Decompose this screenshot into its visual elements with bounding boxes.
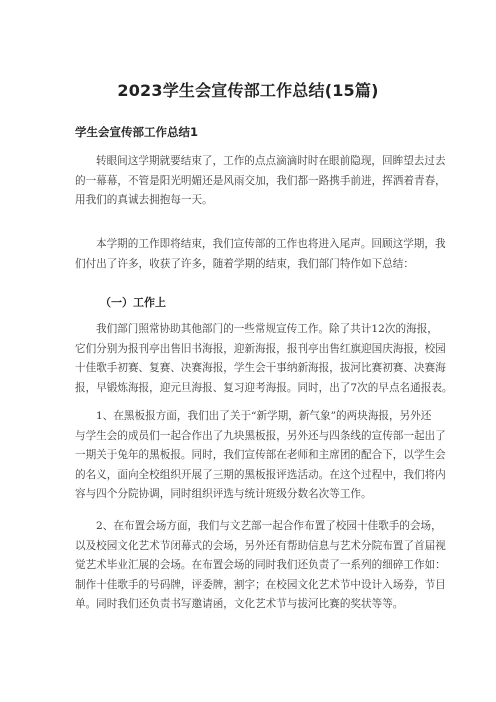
paragraph-line: 们付出了许多，收获了许多，随着学期的结束，我们部门特作如下总结： [75, 257, 414, 270]
paragraph-line: 转眼间这学期就要结束了，工作的点点滴滴时时在眼前隐现，回眸望去过去 [96, 155, 446, 167]
paragraph-line: 它们分别为报刊亭出售旧书海报，迎新海报，报刊亭出售红旗迎国庆海报，校园 [75, 342, 446, 355]
subheading: （一）工作上 [100, 296, 166, 309]
paragraph-line: 报，早锻炼海报，迎元旦海报、复习迎考海报。同时，出了7次的早点名通报表。 [75, 381, 453, 394]
paragraph-line: 单。同时我们还负责书写邀请函，文化艺术节与拔河比赛的奖状等等。 [75, 598, 404, 610]
paragraph-line: 制作十佳歌手的号码牌，评委牌，割字；在校园文化艺术节中设计入场券，节目 [75, 578, 446, 591]
paragraph-line: 十佳歌手初赛、复赛、决赛海报，学生会干事纳新海报，拔河比赛初赛、决赛海 [75, 362, 446, 374]
paragraph-line: 容与四个分院协调，同时组织评选与统计班级分数名次等工作。 [75, 488, 372, 500]
section-heading: 学生会宣传部工作总结1 [75, 125, 199, 139]
paragraph-line: 本学期的工作即将结束，我们宣传部的工作也将进入尾声。回顾这学期，我 [96, 238, 446, 250]
document-title: 2023学生会宣传部工作总结(15篇) [117, 81, 379, 100]
paragraph-line: 的一幕幕，不管是阳光明媚还是风雨交加，我们都一路携手前进，挥洒着青春， [75, 174, 446, 187]
paragraph-3 [75, 320, 453, 398]
paragraph-line: 与学生会的成员们一起合作出了九块黑板报，另外还与四条线的宣传部一起出了 [75, 429, 446, 442]
paragraph-2 [75, 235, 446, 274]
paragraph-line: 的名义，面向全校组织开展了三期的黑板报评选活动。在这个过程中，我们将内 [75, 468, 446, 481]
paragraph-5 [75, 517, 446, 615]
paragraph-4 [75, 407, 446, 505]
paragraph-line: 1、在黑板报方面，我们出了关于“新学期，新气象”的两块海报，另外还 [96, 410, 432, 422]
paragraph-1 [75, 152, 446, 211]
paragraph-line: 2、在布置会场方面，我们与文艺部一起合作布置了校园十佳歌手的会场， [96, 520, 442, 532]
paragraph-line: 一期关于兔年的黑板报。同时，我们宣传部在老师和主席团的配合下，以学生会 [75, 449, 446, 461]
paragraph-line: 以及校园文化艺术节闭幕式的会场，另外还有帮助信息与艺术分院布置了首届视 [75, 539, 446, 552]
paragraph-line: 我们部门照常协助其他部门的一些常规宣传工作。除了共计12次的海报， [96, 323, 438, 335]
paragraph-line: 觉艺术毕业汇展的会场。在布置会场的同时我们还负责了一系列的细碎工作如： [75, 559, 446, 571]
paragraph-line: 用我们的真诚去拥抱每一天。 [75, 194, 213, 206]
